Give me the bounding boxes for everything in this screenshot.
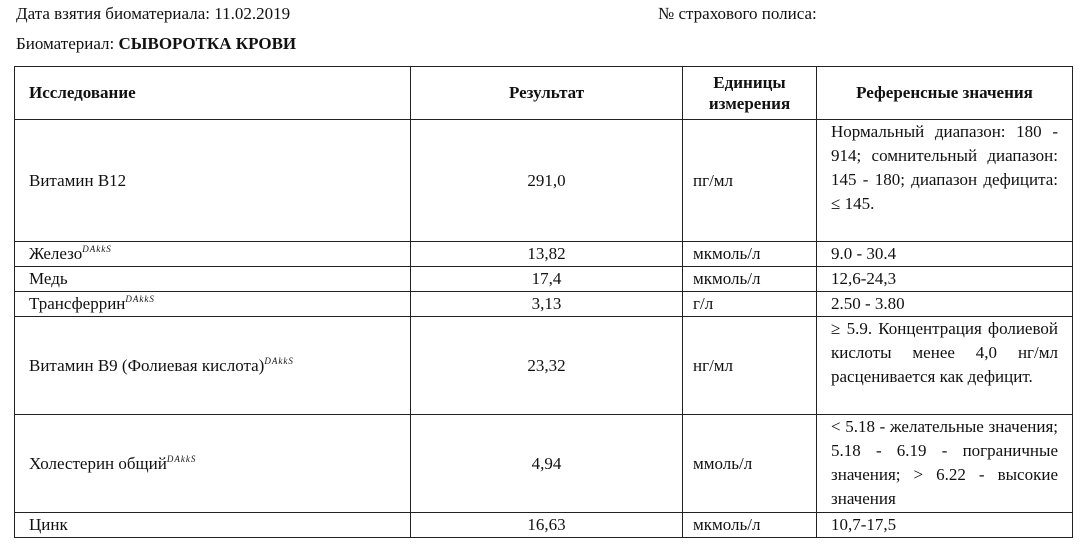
table-row [15,317,1073,415]
test-name: Медь [29,269,68,288]
result-cell: 16,63 [411,513,683,538]
column-header-units-line1: Единицы [713,73,786,92]
accreditation-mark: DAkkS [264,355,294,366]
test-name: Холестерин общий [29,453,167,473]
units-cell: мкмоль/л [683,267,817,292]
test-name-cell [15,267,411,292]
accreditation-mark: DAkkS [82,244,112,254]
table-row [15,415,1073,513]
test-name: Трансферрин [29,294,126,313]
table-row [15,292,1073,317]
test-name-cell [15,415,411,513]
result-cell: 13,82 [411,242,683,267]
table-row [15,242,1073,267]
column-header-reference: Референсные значения [817,67,1073,120]
test-name: Цинк [29,515,68,534]
result-cell: 17,4 [411,267,683,292]
column-header-units-line2: измерения [708,94,791,113]
result-cell: 3,13 [411,292,683,317]
units-cell: нг/мл [683,317,817,415]
units-cell: мкмоль/л [683,242,817,267]
test-name-cell [15,317,411,415]
table-row [15,120,1073,242]
sample-date: Дата взятия биоматериала: 11.02.2019 [16,4,291,23]
column-header-units [683,67,817,120]
reference-cell: Нормальный диапазон: 180 - 914; сомнительный диапазон: 145 - 180; диапазон дефицита: ≤ 145. [817,120,1073,242]
results-table [14,66,1073,538]
reference-cell: 2.50 - 3.80 [817,292,1073,317]
column-header-result: Результат [411,67,683,120]
biomaterial-label: Биоматериал: [16,34,115,53]
result-cell: 23,32 [411,317,683,415]
accreditation-mark: DAkkS [125,294,155,304]
units-cell: мкмоль/л [683,513,817,538]
insurance-policy-label: № страхового полиса: [658,4,817,23]
reference-cell: 10,7-17,5 [817,513,1073,538]
test-name: Железо [29,244,83,263]
test-name-cell [15,292,411,317]
reference-cell: < 5.18 - желательные значения; 5.18 - 6.19 - пограничные значения; > 6.22 - высокие значения [817,415,1073,513]
test-name-cell [15,242,411,267]
biomaterial-value: СЫВОРОТКА КРОВИ [118,34,297,53]
reference-cell: ≥ 5.9. Концентрация фолиевой кислоты менее 4,0 нг/мл расценивается как дефицит. [817,317,1073,415]
test-name: Витамин В12 [29,170,127,190]
units-cell: ммоль/л [683,415,817,513]
result-cell: 4,94 [411,415,683,513]
biomaterial-line [16,34,296,54]
column-header-test: Исследование [15,67,411,120]
test-name: Витамин В9 (Фолиевая кислота) [29,355,265,375]
table-header-row [15,67,1073,120]
table-row [15,513,1073,538]
reference-cell: 9.0 - 30.4 [817,242,1073,267]
result-cell: 291,0 [411,120,683,242]
units-cell: пг/мл [683,120,817,242]
units-cell: г/л [683,292,817,317]
reference-cell: 12,6-24,3 [817,267,1073,292]
test-name-cell [15,513,411,538]
accreditation-mark: DAkkS [166,453,197,464]
test-name-cell [15,120,411,242]
table-row [15,267,1073,292]
